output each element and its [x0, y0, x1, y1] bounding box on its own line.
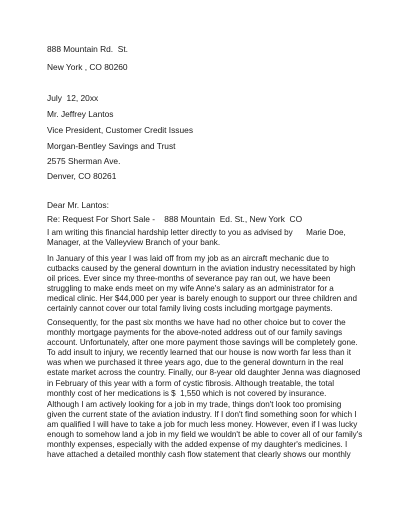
- recipient-city: Denver, CO 80261: [47, 171, 117, 181]
- paragraph-line: medical clinic. Her $44,000 per year is barely enough to support our three children and: [47, 294, 357, 304]
- recipient-company: Morgan-Bentley Savings and Trust: [47, 141, 176, 151]
- paragraph-line: Although I am actively looking for a job in my trade, things don't look too promising: [47, 400, 342, 409]
- recipient-street: 2575 Sherman Ave.: [47, 156, 121, 166]
- body-paragraph-4: [47, 400, 377, 461]
- paragraph-line: Manager, at the Valleyview Branch of your bank.: [47, 238, 221, 248]
- paragraph-line: In January of this year I was laid off from my job as an aircraft mechanic due to: [47, 254, 329, 263]
- body-paragraph-1: [47, 228, 377, 248]
- recipient-title: Vice President, Customer Credit Issues: [47, 125, 194, 135]
- paragraph-line: struggling to make ends meet on my wife Anne's salary as an administrator for a: [47, 284, 334, 294]
- recipient-name: Mr. Jeffrey Lantos: [47, 109, 114, 119]
- paragraph-line: cutbacks caused by the general downturn in the aviation industry necessitated by high: [47, 264, 356, 274]
- paragraph-line: am qualified I will have to take a job for much less money. However, even if I was lucky: [47, 420, 358, 430]
- paragraph-line: account. Unfortunately, after one more payment those savings will be completely gone.: [47, 338, 358, 348]
- paragraph-line: I am writing this financial hardship letter directly to you as advised by Marie Doe,: [47, 228, 346, 237]
- sender-address-line2: New York , CO 80260: [47, 62, 128, 72]
- paragraph-line: monthly expenses, especially with the added expense of my daughter's medicines. I: [47, 440, 348, 450]
- paragraph-line: in February of this year with a form of cystic fibrosis. Although treatable, the total: [47, 378, 335, 388]
- subject-line: Re: Request For Short Sale - 888 Mountain Ed. St., New York CO: [47, 214, 303, 224]
- paragraph-line: estate market across the country. Finally, our 8-year old daughter Jenna was diagnosed: [47, 368, 361, 378]
- salutation: Dear Mr. Lantos:: [47, 200, 109, 210]
- paragraph-line: Consequently, for the past six months we have had no other choice but to cover the: [47, 318, 346, 327]
- paragraph-line: To add insult to injury, we recently learned that our house is now worth far less than it: [47, 348, 351, 358]
- sender-address-line1: 888 Mountain Rd. St.: [47, 44, 129, 54]
- body-paragraph-2: [47, 254, 377, 315]
- paragraph-line: enough to somehow land a job in my field we wouldn't be able to cover all of our family's: [47, 430, 363, 440]
- letter-date: July 12, 20xx: [47, 93, 99, 103]
- body-paragraph-3: [47, 318, 377, 399]
- paragraph-line: monthly cost of her medications is $ 1,550 which is not covered by insurance.: [47, 388, 327, 398]
- paragraph-line: oil prices. Ever since my three-months of severance pay ran out, we have been: [47, 274, 331, 284]
- paragraph-line: was when we purchased it three years ago, due to the general downturn in the real: [47, 358, 344, 368]
- paragraph-line: certainly cannot cover our total family living costs including mortgage payments.: [47, 304, 333, 314]
- paragraph-line: monthly mortgage payments for the above-noted address out of our family savings: [47, 328, 343, 338]
- paragraph-line: have attached a detailed monthly cash flow statement that clearly shows our monthly: [47, 450, 351, 460]
- paragraph-line: given the current state of the aviation industry. If I don't find something soon for which I: [47, 410, 357, 420]
